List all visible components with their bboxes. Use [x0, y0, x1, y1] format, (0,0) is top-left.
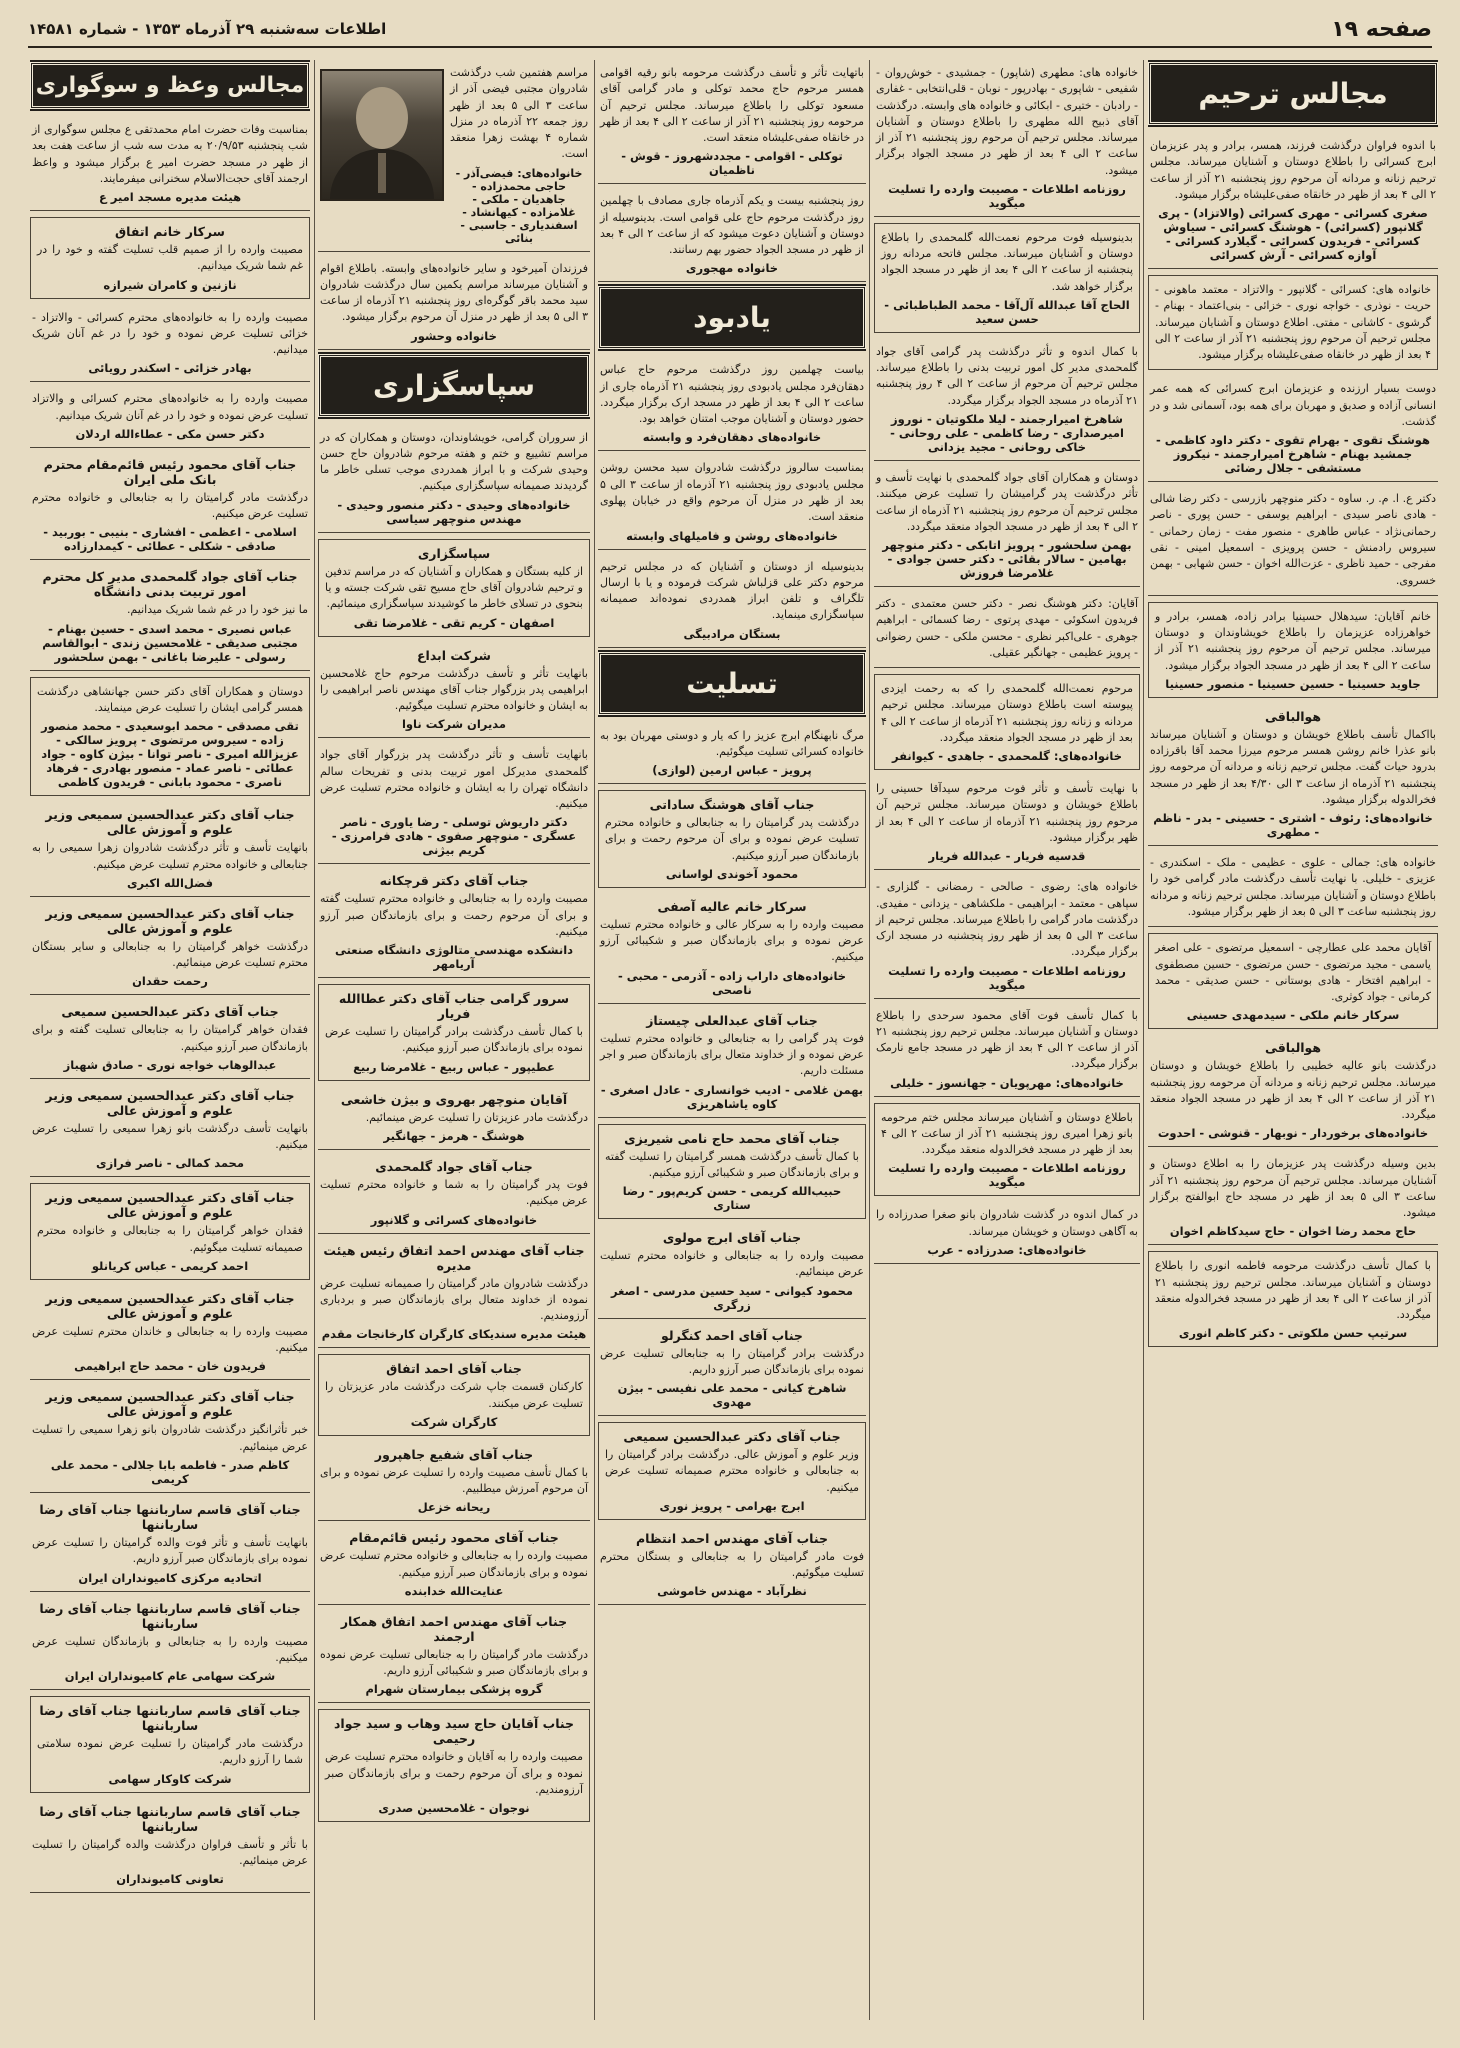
notice — [1148, 133, 1438, 269]
notice-heading: سرکار خانم اتفاق — [115, 224, 225, 240]
notice-signature: الحاج آقا عبدالله آل‌آقا - محمد الطباطبائی - حسن سعید — [884, 297, 1130, 326]
notice-body: درگذشت برادر گرامیتان را به جنابعالی تسلیت عرض نموده برای بازماندگان صبر آرزو داریم. — [600, 1346, 864, 1376]
notice — [30, 999, 310, 1079]
notice-body: خانم آقایان: سیدهلال حسینیا برادر زاده، همسر، برادر و خواهرزاده عزیزمان را باطلاع خویشاوندان و دوستان میرساند. مجلس ترحیم آن مرحوم روز پنجشنبه ۲۱ آذر از ساعت ۲ الی ۴ بعد از ظهر در مسجد الجواد برگزار میشود. — [1155, 609, 1431, 672]
notice — [318, 984, 590, 1081]
notice-heading: جناب آقای محمود رئیس قائم‌مقام محترم بانک ملی ایران — [43, 456, 297, 487]
notice-body: باتهایت تأثر و تأسف درگذشت مرحومه بانو رقیه اقوامی همسر مرحوم حاج محمد توکلی و مادر گرامی آقای مسعود توکلی را باطلاع میرساند. مجلس ترحیم آن مرحومه روز پنجشنبه ۲۱ آذر از ساعت ۲ الی ۴ بعد از ظهر در خانقاه صفی‌علیشاه منعقد است. — [600, 66, 864, 145]
notice — [318, 868, 590, 978]
notice-signature: سرکار خانم ملکی - سیدمهدی حسینی — [1186, 1008, 1400, 1023]
notice-signature: دکتر داریوش توسلی - رضا یاوری - ناصر عسگری - منوچهر صفوی - هادی فرامرزی - کریم بیژنی — [331, 815, 577, 858]
notice-signature: صغری کسرائی - مهری کسرائی (والاتزاد) - پری گلانپور (کسرائی) - هوشنگ کسرائی - سیاوش کسرائی - فریدون کسرائی - گیلارد کسرائی - آوازه کسرائی - آرش کسرائی — [1158, 206, 1428, 263]
notice-body: با کمال تأسف فوت آقای محمود سرحدی را باطلاع دوستان و آشنایان میرساند. مجلس ترحیم روز پنجشنبه ۲۱ آذر از ساعت ۲ الی ۴ بعد از ظهر در مسجد جامع نارمک برگزار میگردد. — [876, 1008, 1139, 1071]
notice-body: خانواده های: رضوی - صالحی - رمضانی - گلزاری - سپاهی - معتمد - ابراهیمی - ملکشاهی - یزدانی - مفیدی. درگذشت مادر گرامی را باطلاع میرساند. مجلس ترحیم از ساعت ۳ الی ۵ بعد از ظهر روز پنجشنبه در مسجد ارک برگزار میگردد. — [876, 880, 1138, 959]
notice-body: مصیبت وارده را به خانواده‌های محترم کسرائی و والاتزاد تسلیت عرض نموده و خود را در غم آنان شریک میدانیم. — [32, 392, 308, 422]
notice-signature: خانواده‌های داراب زاده - آذرمی - محبی - ناصحی — [617, 968, 847, 997]
notice — [30, 1083, 310, 1178]
notice-body: مصیبت وارده را به جنابعالی و خانواده محترم تسلیت عرض نموده و برای بازماندگان صبر آرزو میکنیم. — [320, 1549, 588, 1579]
notice — [1148, 486, 1438, 596]
notice — [318, 1087, 590, 1150]
notice — [30, 452, 310, 561]
notice-signature: خانواده‌های: فیضی‌آذر - حاجی محمدزاده - جاهدیان - ملکی - غلامزاده - کیهانشاد - اسفندیاری - جاسبی - بنائی — [455, 166, 583, 245]
notice — [318, 1525, 590, 1605]
notice-heading: سرور گرامی جناب آقای دکتر عطاالله فریار — [338, 991, 570, 1022]
notice-signature: دانشکده مهندسی متالوژی دانشگاه صنعتی آریامهر — [334, 943, 574, 972]
notice-signature: محمود آخوندی لواسانی — [665, 866, 799, 881]
notice — [874, 874, 1140, 998]
notice — [1148, 850, 1438, 927]
notice — [30, 1696, 310, 1793]
notice-heading: جناب آقای مهندس احمد انتظام — [636, 1530, 828, 1546]
notice-signature: هیئت مدیره سندیکای کارگران کارخانجات مقدم — [321, 1327, 587, 1342]
notice-body: درگذشت مادر عزیزتان را تسلیت عرض مینمائیم. — [365, 1110, 588, 1124]
notice-signature: نوجوان - غلامحسین صدری — [378, 1801, 530, 1816]
notice — [874, 465, 1140, 587]
notice — [30, 1384, 310, 1493]
notice — [598, 790, 866, 888]
notice-signature: ریحانه خزعل — [417, 1500, 491, 1515]
notice — [598, 723, 866, 785]
notice — [318, 643, 590, 739]
notice-body: مصیبت وارده را به خانواده‌های محترم کسرائی - والاتزاد - خزائی تسلیت عرض نموده و خود را در غم آنان شریک میدانیم. — [32, 310, 308, 357]
notice — [318, 425, 590, 533]
notice — [318, 256, 590, 350]
notice — [874, 591, 1140, 668]
notice-signature: کارگران شرکت — [410, 1414, 498, 1429]
notice-body: خانواده های: کسرائی - گلانپور - والاتزاد - معتمد ماهونی - حریت - نوذری - خواجه نوری - خزائی - بنی‌اعتماد - بهنام - گرشوی - کاشانی - مفتی. اطلاع دوستان و آشنایان میرساند. مجلس ترحیم آن مرحوم روز پنجشنبه ۲۱ آذر از ساعت ۲ الی ۴ بعد از ظهر در خانقاه صفی‌علیشاه برگزار میشود. — [1155, 283, 1431, 362]
notice-heading: سرکار خانم عالیه آصفی — [657, 898, 807, 914]
notice-signature: عطیپور - عباس ربیع - غلامرضا ربیع — [353, 1059, 555, 1074]
notice-body: با اندوه فراوان درگذشت فرزند، همسر، برادر و پدر عزیزمان ابرج کسرائی را باطلاع دوستان و آشنایان میرساند. مجلس ترحیم زنانه و مردانه آن مرحوم روز پنجشنبه ۲۱ آذر از ساعت ۲ الی ۴ بعد از ظهر در خانقاه صفی‌علیشاه برگزار میشود. — [1150, 139, 1436, 201]
notice-signature: اتحادیه مرکزی کامیونداران ایران — [78, 1570, 262, 1585]
notice — [30, 1497, 310, 1592]
notice-body: با کمال تأسف درگذشت برادر گرامیتان را تسلیت عرض نموده برای بازماندگان صبر آرزو میکنیم. — [325, 1025, 583, 1055]
notice-heading: جناب آقای دکتر عبدالحسین سمیعی وزیر علوم و آموزش عالی — [45, 1190, 295, 1221]
notice-body: فوت مادر گرامیتان را به جنابعالی و بستگان محترم تسلیت میگوئیم. — [600, 1549, 864, 1580]
notice — [30, 217, 310, 299]
notice-heading: جناب آقای دکتر عبدالحسین سمیعی وزیر علوم و آموزش عالی — [45, 1087, 295, 1118]
banner-tasliat: تسلیت — [598, 652, 866, 715]
notice-body: آقایان: دکتر هوشنگ نصر - دکتر حسن معتمدی - دکتر فریدون اسکوئی - مهدی پرتوی - رضا کسمائی - ابراهیم جوهری - علی‌اکبر نظری - محسن ملکی - حسن رضوانی - پرویز عظیمی - جهانگیر عقیلی. — [876, 597, 1138, 659]
notice-signature: دکتر حسن مکی - عطاءالله اردلان — [75, 426, 265, 441]
banner-vaz: مجالس وعظ و سوگواری — [30, 62, 310, 109]
notice-signature: بهمن غلامی - ادیب خوانساری - عادل اصغری - کاوه یاشاهریزی — [600, 1082, 864, 1111]
notice — [30, 1286, 310, 1381]
notice-body: با کمال تأسف مصیبت وارده را تسلیت عرض نموده و برای آن مرحوم آمرزش میطلبیم. — [320, 1465, 588, 1496]
notice-signature: فریدون خان - محمد حاج ابراهیمی — [74, 1359, 266, 1374]
notice-signature: مدیران شرکت ناوا — [401, 717, 507, 732]
notice-body: آقایان محمد علی عطارچی - اسمعیل مرتضوی - علی اصغر یاسمی - مجید مرتضوی - حسن مرتضوی - حسین مصطفوی - ابراهیم افتخار - هادی بوستانی - حسن صدیقی - محمد کرمانی - جواد کوثری. — [1155, 941, 1431, 1004]
notice-body: بدینوسیله فوت مرحوم نعمت‌الله گلمحمدی را باطلاع دوستان و آشنایان میرساند. مجلس فاتحه مردانه روز پنجشنبه از ساعت ۲ الی ۴ بعد از ظهر در مسجد الجواد برگزار خواهد شد. — [881, 230, 1134, 293]
notice-signature: عبدالوهاب خواجه نوری - صادق شهباز — [63, 1057, 277, 1072]
notice-signature: کاظم صدر - فاطمه بابا جلالی - محمد علی کریمی — [50, 1457, 290, 1486]
notice-body: مرگ نابهنگام ابرج عزیز را که یار و دوستی مهربان بود به خانواده کسرائی تسلیت میگوئیم. — [600, 728, 864, 758]
notice-body: از سروران گرامی، خویشاوندان، دوستان و همکاران که در مراسم تشییع و ختم و هفته مرحوم شادروان حاج حسن وحیدی شرکت و با ابراز همدردی موجب تسلی خاطر ما گردیدند صمیمانه سپاسگزاری میکنیم. — [320, 430, 588, 493]
notice — [598, 188, 866, 282]
notice — [30, 1596, 310, 1691]
notice-body: بدین وسیله درگذشت پدر عزیزمان را به اطلاع دوستان و آشنایان میرساند. مجلس ترحیم آن مرحوم روز پنجشنبه ۲۱ آذر ساعت ۳ الی ۵ بعد از ظهر در مسجد حاج ابوالفتح برگزار میشود. — [1150, 1157, 1436, 1220]
notice-heading: جناب آقای ابرج مولوی — [662, 1230, 802, 1246]
notice-signature: رحمت حقدان — [132, 974, 208, 989]
notice-signature: خانواده‌های کسرائی و گلانپور — [370, 1212, 538, 1227]
notice-body: در کمال اندوه در گذشت شادروان بانو صغرا صدرزاده را به آگاهی دوستان و خویشان میرساند. — [876, 1208, 1138, 1238]
notice-signature: پرویز - عباس ارمین (لوازی) — [652, 763, 812, 778]
notice — [598, 1323, 866, 1417]
notice-body: با کمال تأسف درگذشت مرحومه فاطمه انوری را باطلاع دوستان و آشنایان میرساند. مجلس ترحیم روز پنجشنبه ۲۱ آذر از ساعت ۲ الی ۴ بعد از ظهر در مسجد فخرالدوله منعقد میگردد. — [1155, 1259, 1431, 1322]
notice — [874, 60, 1140, 217]
notice-body: مصیبت وارده را به جنابعالی و خاندان محترم تسلیت عرض میکنیم. — [32, 1324, 308, 1355]
notice-body: بانهایت تأثر و تأسف درگذشت مرحوم حاج غلامحسین ابراهیمی پدر بزرگوار جناب آقای مهندس ناصر ابراهیمی را به ایشان و خانواده محترم تسلیت میگوئیم. — [320, 666, 588, 713]
notice-signature: شرکت کاوکار سهامی — [108, 1771, 232, 1786]
column-sepasgozari — [318, 60, 590, 2020]
notice-signature: خانواده‌های: صدرزاده - عرب — [927, 1242, 1087, 1257]
notice-signature: خانواده‌های: مهرپویان - جهانسوز - خلیلی — [890, 1075, 1124, 1090]
notice — [874, 776, 1140, 870]
column-tarhim — [1148, 60, 1438, 2020]
banner-yadbood: یادبود — [598, 286, 866, 349]
notice-body: درگذشت شادروان مادر گرامیتان را صمیمانه تسلیت عرض نموده از خداوند متعال برای بازماندگان صبر و بردباری آرزومندیم. — [320, 1276, 588, 1323]
notice-signature: تقی مصدقی - محمد ابوسعیدی - محمد منصور زاده - سیروس مرتضوی - پرویز سالکی - عزیزالله امیری - ناصر توانا - بیژن کاوه - جواد عطائی - ناصر عماد - منصور بهادری - فرهاد ناصری - محمود بابانی - فریدون کاظمی — [41, 719, 299, 790]
notice-signature: خانواده‌های: رئوف - اشتری - حسینی - بدر - ناظم - مطهری — [1153, 811, 1433, 840]
notice-body: مصیبت وارده را به سرکار عالی و خانواده محترم تسلیت عرض نموده و برای بازماندگان صبر و شکیبائی آرزو میکنیم. — [600, 917, 864, 964]
column-rule — [594, 60, 595, 2020]
notice-body: فوت پدر گرامی را به جنابعالی و خانواده محترم تسلیت عرض نموده و از خداوند متعال برای بازماندگان صبر و اجر مسئلت داریم. — [600, 1031, 864, 1078]
notice-body: بیاست چهلمین روز درگذشت مرحوم حاج عباس دهقان‌فرد مجلس یادبودی روز پنجشنبه ۲۱ آذرماه جاری از ساعت ۲ الی ۴ بعد از ظهر در مسجد ارک برگزار میگردد. حضور دوستان و آشنایان موجب امتنان خواهد بود. — [600, 363, 864, 426]
notice-body: مصیبت وارده را به آقایان و خانواده محترم تسلیت عرض نموده و برای آن مرحوم رحمت و برای بازماندگان صبر آرزومندیم. — [325, 1750, 583, 1796]
notice-signature: قدسیه فریار - عبدالله فریار — [928, 849, 1086, 864]
notice-signature: عباس نصیری - محمد اسدی - حسین بهنام - مجتبی صدیقی - غلامحسین زندی - ابوالقاسم رسولی - علیرضا باغانی - بهمن سلحشور — [42, 621, 298, 664]
notice — [318, 1609, 590, 1704]
notice-list — [30, 117, 310, 1893]
notice-body: فقدان خواهر گرامیتان را به جنابعالی تسلیت گفته و برای بازماندگان صبر آرزو میکنیم. — [32, 1023, 308, 1053]
notice-body: با کمال اندوه و تأثر درگذشت پدر گرامی آقای جواد گلمحمدی مدیر کل امور تربیت بدنی را باطلاع میرساند. مجلس ترحیم آن مرحوم از ساعت ۲ الی ۴ روز پنجشنبه ۲۱ آذرماه در مسجد الجواد برگزار میگردد. — [876, 344, 1138, 407]
notice-body: مرحوم نعمت‌الله گلمحمدی را که به رحمت ایزدی پیوسته است باطلاع دوستان میرساند. مجلس ترحیم مردانه و زنانه روز پنجشنبه ۲۱ آذرماه از ساعت ۲ الی ۴ بعد از ظهر در مسجد الجواد منعقد میگردد. — [881, 682, 1133, 744]
notice-signature: شرکت سهامی عام کامیونداران ایران — [64, 1669, 276, 1684]
notice-signature: خانواده مهجوری — [685, 261, 779, 276]
notice-list — [318, 425, 590, 1823]
notice-body: دوست بسیار ارزنده و عزیزمان ابرج کسرائی که همه عمر انسانی آزاده و صدیق و مهربان برای همه بود، آسمانی شد و در گذشت. — [1150, 382, 1436, 428]
notice-signature: محمد کمالی - ناصر فرازی — [96, 1156, 244, 1171]
notice-signature: بهمن سلحشور - پرویز اتابکی - دکتر منوچهر بهامین - سالار بقائی - دکتر حسن جوادی - غلامرضا فروزش — [882, 538, 1132, 581]
notice — [598, 60, 866, 184]
notice-body: بمناسبت سالروز درگذشت شادروان سید محسن روشن مجلس یادبودی روز پنجشنبه ۲۱ آذرماه از ساعت ۳ الی ۵ بعد از ظهر در منزل آن مرحوم واقع در خیابان پهلوی منعقد است. — [600, 461, 864, 524]
notice — [598, 1422, 866, 1520]
column-yadbood — [598, 60, 866, 2020]
notice-body: درگذشت مادر گرامیتان را تسلیت عرض نموده سلامتی شما را آرزو داریم. — [37, 1737, 303, 1767]
notice-heading: جناب آقای دکتر عبدالحسین سمیعی وزیر علوم و آموزش عالی — [45, 807, 295, 838]
notice-body: فرزندان آمیرخود و سایر خانواده‌های وابسته. باطلاع اقوام و آشنایان میرساند مراسم یکمین سال درگذشت شادروان سید محمد باقر گوگره‌ای روز پنجشنبه ۲۱ آذرماه از ساعت ۳ الی ۵ بعد از ظهر در منزل آن مرحوم برگزار میشود. — [320, 261, 588, 324]
notice — [318, 1154, 590, 1234]
notice-body: وزیر علوم و آموزش عالی. درگذشت برادر گرامیتان را به جنابعالی و خانواده محترم صمیمانه تسلیت عرض میکنیم. — [605, 1448, 859, 1494]
notice-signature: توکلی - اقوامی - مجددشهروز - قوش - ناظمیان — [621, 149, 843, 178]
notice-heading: جناب آقای قاسم سارباننها جناب آقای رضا سارباننها — [39, 1501, 301, 1532]
notice — [30, 305, 310, 383]
notice-signature: هوشنگ - هرمز - جهانگیر — [383, 1128, 525, 1143]
notice-heading: جناب آقای عبدالعلی چیستاز — [646, 1012, 818, 1028]
notice-heading: جناب آقای دکتر عبدالحسین سمیعی — [61, 1004, 279, 1020]
notice-body: مصیبت وارده را به جنابعالی و خانواده محترم تسلیت عرض مینمائیم. — [600, 1249, 864, 1279]
notice-heading: شرکت ابداع — [417, 647, 491, 663]
notice-heading: جناب آقای دکتر قرچکانه — [379, 873, 529, 889]
notice-signature: سرتیپ حسن ملکوتی - دکتر کاظم انوری — [1178, 1326, 1408, 1341]
notice — [1148, 602, 1438, 698]
notice-signature: روزنامه اطلاعات - مصیبت وارده را تسلیت میگوید — [888, 963, 1126, 992]
notice — [1148, 704, 1438, 846]
notice-heading: جناب آقای محمود رئیس قائم‌مقام — [349, 1530, 559, 1546]
notice — [318, 1442, 590, 1522]
notice-list — [874, 60, 1140, 1264]
notice-signature: جاوید حسینیا - حسین حسینیا - منصور حسینیا — [1165, 676, 1421, 691]
notice — [874, 674, 1140, 770]
notice-signature: عنایت‌الله خدابنده — [404, 1583, 504, 1598]
notice-body: مصیبت وارده را به جنابعالی و خانواده محترم تسلیت گفته و برای آن مرحوم رحمت و برای بازماندگان صبر آرزو میکنیم. — [320, 892, 588, 938]
notice-body: بانهایت تأسف و تأثر فوت والده گرامیتان را تسلیت عرض نموده برای بازماندگان صبر آرزو داریم. — [32, 1535, 308, 1566]
notice-heading: جناب آقای دکتر عبدالحسین سمیعی وزیر علوم و آموزش عالی — [45, 1389, 295, 1420]
notice — [318, 742, 590, 864]
notice — [30, 901, 310, 996]
notice-signature: حبیب‌الله کریمی - حسن کریم‌پور - رضا ستاری — [622, 1184, 842, 1213]
notice-body: بمناسبت وفات حضرت امام محمدتقی ع مجلس سوگواری از شب پنجشنبه ۲۰/۹/۵۳ به مدت سه شب از ساعت هفت بعد از ظهر در مسجد حضرت امیر ع برگزار میشود و واعظ ارجمند آقای حجت‌الاسلام سخنرانی میفرمایند. — [32, 123, 308, 185]
issue-info: اطلاعات سه‌شنبه ۲۹ آذرماه ۱۳۵۳ - شماره ۱۴۵۸۱ — [28, 20, 387, 38]
notice — [318, 1238, 590, 1349]
notice-body: بدینوسیله از دوستان و آشنایان که در مجلس ترحیم مرحوم دکتر علی قزلباش شرکت فرموده و یا با ارسال تلگراف و تلفن ابراز همدردی نموده‌اند صمیمانه سپاسگزاری مینماید. — [600, 559, 864, 622]
notice-heading: جناب آقای دکتر عبدالحسین سمیعی — [623, 1429, 841, 1445]
notice-signature: بهادر خزائی - اسکندر رویائی — [88, 361, 252, 376]
notice-list — [1148, 133, 1438, 1347]
notice-signature: شاهرخ امیرارجمند - لیلا ملکوتیان - نوروز امیرصداری - رضا کاظمی - علی روحانی - خاکی روحانی - مجید یزدانی — [890, 411, 1124, 454]
notice-signature: فضل‌الله اکبری — [126, 875, 214, 890]
notice-signature: بستگان مرادبیگی — [683, 626, 781, 641]
notice — [1148, 275, 1438, 370]
notice — [30, 386, 310, 448]
notice-signature: احمد کریمی - عباس کریانلو — [91, 1258, 249, 1273]
notice — [598, 1124, 866, 1220]
column-rule — [869, 60, 870, 2020]
portrait-photo — [320, 69, 444, 201]
notice-signature: روزنامه اطلاعات - مصیبت وارده را تسلیت میگوید — [888, 181, 1126, 210]
notice-heading: جناب آقای جواد گلمحمدی مدیر کل محترم امور تربیت بدنی دانشگاه — [42, 569, 298, 600]
notice-body: بانهایت تأسف و تأثر درگذشت پدر بزرگوار آقای جواد گلمحمدی مدیرکل امور تربیت بدنی و تفریحات سالم دانشگاه تهران را به ایشان و خانواده محترم تسلیت عرض میکنیم. — [320, 748, 588, 811]
notice-heading: جناب آقای احمد اتفاق — [386, 1361, 522, 1377]
notice — [30, 1799, 310, 1894]
notice-heading: آقایان منوچهر بهروی و بیژن خاشعی — [340, 1091, 568, 1107]
column-vaz — [30, 60, 310, 2020]
notice-signature: خانواده‌های وحیدی - دکتر منصور وحیدی - مهندس منوچهر سیاسی — [337, 497, 571, 526]
notice-heading: هوالباقی — [1264, 1040, 1322, 1056]
notice-list — [598, 723, 866, 1606]
notice — [874, 1103, 1140, 1197]
notice — [1148, 1151, 1438, 1245]
notice-heading: جناب آقای احمد کنگرلو — [661, 1327, 803, 1343]
notice-heading: جناب آقای محمد حاج نامی شیریزی — [624, 1130, 840, 1146]
notice-heading: جناب آقای هوشنگ ساداتی — [649, 797, 815, 813]
column-notices-2 — [874, 60, 1140, 2020]
notice-list — [318, 256, 590, 350]
notice-signature: خانواده‌های: گلمحمدی - جاهدی - کیوانفر — [891, 749, 1123, 764]
notice-list — [598, 60, 866, 282]
notice-signature: اصفهان - کریم تقی - غلامرضا تقی — [353, 615, 555, 630]
notice-body: درگذشت پدر گرامیتان را به جنابعالی و خانواده محترم تسلیت عرض نموده و برای آن مرحوم رحمت و برای بازماندگان صبر آرزو میکنیم. — [605, 816, 859, 862]
notice-body: خانواده های: مطهری (شاپور) - جمشیدی - خوش‌روان - شفیعی - شاپوری - بهادرپور - نوبان - قلی‌انتخابی - غفاری - رادبان - ختیری - ابکائی و خانواده های وابسته. درگذشت آقای ذبیح الله مطهری را باطلاع دوستان و آشنایان میرساند. مجلس ترحیم آن مرحوم روز پنجشنبه ۲۱ آذر از ساعت ۲ الی ۴ بعد از ظهر در مسجد الجواد برگزار میشود. — [876, 66, 1138, 177]
notice-body: درگذشت بانو عالیه خطیبی را باطلاع خویشان و دوستان میرساند. مجلس ترحیم زنانه و مردانه آن مرحومه روز پنجشنبه ۲۱ آذر از ساعت ۲ الی ۴ بعد از ظهر در مسجد الجواد منعقد میگردد. — [1150, 1059, 1436, 1122]
notice-signature: خانواده وحشور — [411, 328, 497, 343]
notice-body: فقدان خواهر گرامیتان را به جنابعالی و خانواده محترم صمیمانه تسلیت میگوئیم. — [37, 1224, 303, 1254]
notice — [598, 455, 866, 549]
notice-signature: خانواده‌های دهقان‌فرد و وابسته — [642, 430, 822, 445]
notice-body: از کلیه بستگان و همکاران و آشنایان که در مراسم تدفین و ترحیم شادروان آقای حاج مسیح تقی شرکت جسته و یا بنحوی در تسلای خاطر ما کوشیدند سپاسگزاری مینمائیم. — [325, 564, 583, 611]
notice — [598, 894, 866, 1004]
notice-body: کارکنان قسمت جاپ شرکت درگذشت مادر عزیزتان را تسلیت عرض میکنند. — [325, 1380, 583, 1410]
notice-body: درگذشت مادر گرامیتان را به جنابعالی تسلیت عرض نموده و برای بازماندگان صبر و شکیبائی آرزو داریم. — [320, 1647, 588, 1678]
notice-signature: محمود کیوانی - سید حسین مدرسی - اصغر زرگری — [611, 1283, 853, 1312]
notice-heading: جناب آقای قاسم سارباننها جناب آقای رضا سارباننها — [39, 1600, 301, 1631]
notice-body: فوت پدر گرامیتان را به شما و خانواده محترم تسلیت عرض میکنیم. — [320, 1177, 588, 1208]
notice — [30, 117, 310, 211]
notice-body: درگذشت خواهر گرامیتان را به جنابعالی و سایر بستگان محترم تسلیت عرض مینمائیم. — [32, 939, 308, 970]
notice-signature: هیئت مدیره مسجد امیر ع — [98, 190, 242, 205]
notice-body: با کمال تأسف درگذشت همسر گرامیتان را تسلیت گفته و برای بازماندگان صبر و شکیبائی آرزو میکنیم. — [605, 1149, 859, 1179]
notice-heading: جناب آقای قاسم سارباننها جناب آقای رضا سارباننها — [39, 1703, 301, 1734]
notice-heading: جناب آقای قاسم سارباننها جناب آقای رضا سارباننها — [39, 1803, 301, 1834]
notice — [318, 1709, 590, 1822]
notice — [874, 339, 1140, 461]
notice-body: دکتر ع. ا. م. ر. ساوه - دکتر منوچهر بازرسی - دکتر رضا شالی - هادی ناصر سیدی - ابراهیم یوسفی - حسن پوری - ناصر رحمانی‌نژاد - عباس طاهری - منصور مفت - زمان رحمانی - سیروس رادمنش - حسن پرویزی - اسمعیل امینی - نقی مفرجی - حمید ناظری - عزت‌الله اخوان - حسن شهابی - بهمن خسروی. — [1150, 492, 1436, 587]
notice-heading: جناب آقای دکتر عبدالحسین سمیعی وزیر علوم و آموزش عالی — [45, 1290, 295, 1321]
notice-body: مراسم هفتمین شب درگذشت شادروان مجتبی فیضی آذر از ساعت ۳ الی ۵ بعد از ظهر روز جمعه ۲۲ آذرماه در منزل شماره ۴ بهشت زهرا منعقد است. — [450, 66, 589, 161]
masthead — [28, 12, 1432, 48]
notice — [598, 1526, 866, 1606]
column-rule — [1143, 60, 1144, 2020]
notice-heading: جناب آقای مهندس احمد اتفاق رئیس هیئت مدیره — [323, 1242, 585, 1273]
notice-signature: حاج محمد رضا اخوان - حاج سیدکاظم اخوان — [1169, 1224, 1417, 1239]
notice — [598, 1225, 866, 1319]
notice — [874, 1003, 1140, 1097]
notice-signature: ابرج بهرامی - پرویز نوری — [659, 1498, 805, 1513]
notice — [598, 1008, 866, 1118]
notice — [318, 1354, 590, 1436]
notice-heading: جناب آقای جواد گلمحمدی — [375, 1158, 533, 1174]
notice-heading: جناب آقایان حاج سید وهاب و سید جواد رحیمی — [334, 1716, 574, 1747]
notice-body: درگذشت مادر گرامیتان را به جنابعالی و خانواده محترم تسلیت عرض میکنیم. — [32, 490, 308, 521]
notice-heading: جناب آقای مهندس احمد اتفاق همکار ارجمند — [340, 1613, 568, 1644]
notice — [1148, 1251, 1438, 1347]
notice-body: با تأثر و تأسف فراوان درگذشت والده گرامیتان را تسلیت عرض مینمائیم. — [32, 1837, 308, 1867]
notice — [318, 539, 590, 637]
notice — [874, 223, 1140, 333]
notice-body: بانهایت تأسف درگذشت بانو زهرا سمیعی را تسلیت عرض میکنیم. — [32, 1121, 308, 1152]
notice-signature: اسلامی - اعظمی - افشاری - بنیبی - بوربید - صادقی - شکلی - عطائی - کیمدارزاده — [43, 525, 297, 554]
notice-signature: روزنامه اطلاعات - مصیبت وارده را تسلیت میگوید — [888, 1161, 1126, 1190]
notice — [30, 1183, 310, 1280]
photo-notice — [318, 60, 590, 252]
notice-signature: تعاونی کامیونداران — [116, 1872, 224, 1887]
notice — [874, 1202, 1140, 1264]
notice-signature: خانواده‌های برخوردار - نوبهار - قنوشی - احدوت — [1157, 1126, 1429, 1141]
notice-heading: هوالباقی — [1264, 708, 1322, 724]
notice-body: ما نیز خود را در غم شما شریک میدانیم. — [126, 603, 308, 617]
notice — [598, 357, 866, 451]
notice-body: دوستان و همکاران آقای جواد گلمحمدی با نهایت تأسف و تأثر درگذشت پدر گرامیشان را تسلیت عرض میکنند. مجلس ترحیم آن مرحوم روز پنجشنبه ۲۱ آذرماه از ساعت ۲ الی ۴ بعد از ظهر در مسجد الجواد منعقد میگردد. — [876, 470, 1138, 533]
page-number: صفحه ۱۹ — [1331, 16, 1432, 42]
notice — [1148, 376, 1438, 482]
notice-body: بانهایت تأسف و تأثر درگذشت شادروان زهرا سمیعی را به جنابعالی و خانواده محترم تسلیت عرض میکنیم. — [32, 841, 308, 871]
notice — [30, 677, 310, 797]
notice — [598, 554, 866, 648]
notice — [1148, 933, 1438, 1029]
notice — [1148, 1035, 1438, 1147]
notice-signature: نازنین و کامران شیرازه — [103, 277, 237, 292]
column-rule — [314, 60, 315, 2020]
notice — [30, 564, 310, 670]
notice-heading: جناب آقای شفیع جاهپرور — [374, 1446, 534, 1462]
notice-signature: شاهرخ کیانی - محمد علی نفیسی - بیژن مهدوی — [617, 1381, 847, 1410]
notice — [30, 802, 310, 897]
notice-signature: گروه پزشکی بیمارستان شهرام — [365, 1682, 543, 1697]
notice-body: خانواده های: جمالی - علوی - عظیمی - ملک - اسکندری - عزیزی - خلیلی. با نهایت تأسف درگذشت مادر گرامی خود را باطلاع دوستان و آشنایان میرساند. مجلس ترحیم زنانه و مردانه روز پنجشنبه ساعت ۳ الی ۵ بعد از ظهر برگزار میشود. — [1150, 856, 1436, 918]
notice-list — [598, 357, 866, 647]
banner-tarhim: مجالس ترحیم — [1148, 62, 1438, 125]
notice-body: خبر تأثرانگیز درگذشت شادروان بانو زهرا سمیعی را تسلیت عرض مینمائیم. — [32, 1423, 308, 1453]
notice-body: روز پنجشنبه بیست و یکم آذرماه جاری مصادف با چهلمین روز درگذشت مرحوم حاج علی قوامی است. بدینوسیله از دوستان و آشنایان دعوت میشود که از ساعت ۲ الی ۴ بعد از ظهر در مسجد الجواد حضور بهم رسانند. — [600, 194, 865, 257]
notice-signature: نظرآباد - مهندس خاموشی — [657, 1584, 807, 1599]
notice-heading: جناب آقای دکتر عبدالحسین سمیعی وزیر علوم و آموزش عالی — [45, 905, 295, 936]
notice-signature: هوشنگ تقوی - بهرام تقوی - دکتر داود کاظمی - جمشید بهنام - شاهرخ امیرارجمند - نیکروز مستشفی - جلال رضائی — [1156, 433, 1430, 476]
notice-body: با نهایت تأسف و تأثر فوت مرحوم سیدآقا حسینی را باطلاع خویشان و دوستان میرساند. مجلس ترحیم آن مرحوم روز پنجشنبه ۲۱ آذرماه از ساعت ۲ الی ۴ بعد از ظهر برگزار میشود. — [876, 782, 1138, 844]
notice-body: بااکمال تأسف باطلاع خویشان و دوستان و آشنایان میرساند بانو عذرا خانم روشن همسر مرحوم میرزا محمد آقا باقرزاده بدرود حیات گفت. مجلس ترحیم زنانه و مردانه آن مرحومه روز پنجشنبه ۲۱ آذرماه از ساعت ۳ الی ۴/۳۰ بعد از ظهر در مسجد فخرالدوله برگزار میشود. — [1150, 727, 1437, 806]
notice-signature: خانواده‌های روشن و فامیلهای وابسته — [626, 528, 838, 543]
notice-body: دوستان و همکاران آقای دکتر حسن جهانشاهی درگذشت همسر گرامی ایشان را تسلیت عرض مینمایند. — [37, 684, 303, 714]
banner-sepasgozari: سپاسگزاری — [318, 354, 590, 417]
notice-body: باطلاع دوستان و آشنایان میرساند مجلس ختم مرحومه بانو زهرا امیری روز پنجشنبه ۲۱ آذر از ساعت ۲ الی ۴ بعد از ظهر در مسجد فخرالدوله منعقد میگردد. — [881, 1110, 1133, 1157]
notice-heading: سپاسگزاری — [417, 545, 491, 561]
notice-body: مصیبت وارده را به جنابعالی و بازماندگان تسلیت عرض میکنیم. — [32, 1634, 308, 1664]
notice-body: مصیبت وارده را از صمیم قلب تسلیت گفته و خود را در غم شما شریک میدانیم. — [37, 243, 303, 273]
